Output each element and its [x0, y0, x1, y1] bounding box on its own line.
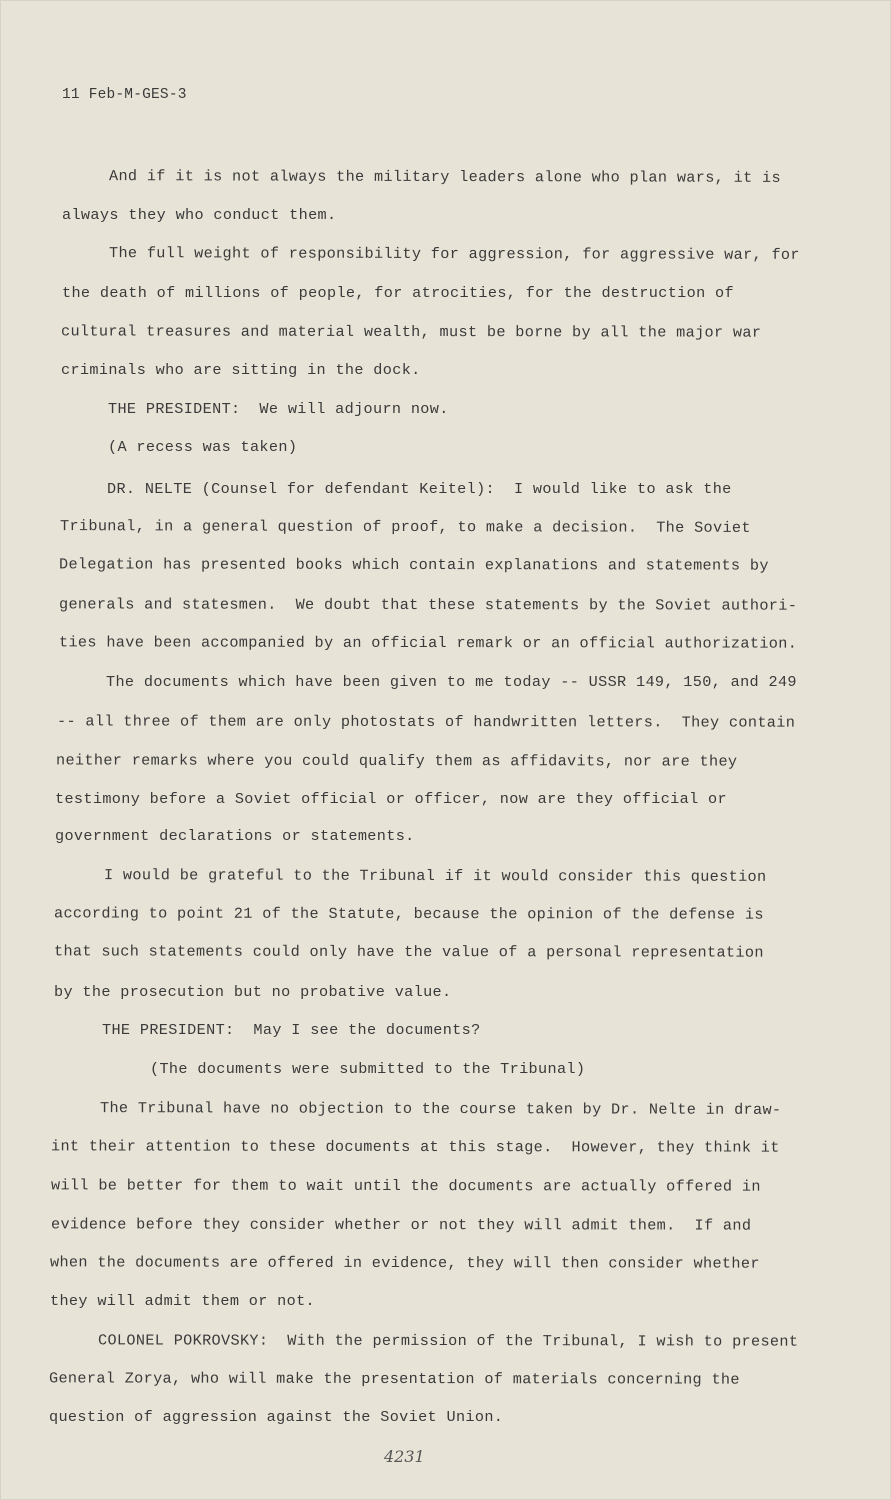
document-header: 11 Feb-M-GES-3	[62, 87, 187, 103]
text-line: government declarations or statements.	[55, 827, 415, 845]
text-line: (A recess was taken)	[108, 438, 298, 456]
text-line: according to point 21 of the Statute, because the opinion of the defense is	[53, 904, 764, 924]
text-line: The full weight of responsibility for aggression, for aggressive war, for	[108, 244, 800, 264]
text-line: by the prosecution but no probative value.	[54, 983, 452, 1001]
text-line: when the documents are offered in evidence, they will then consider whether	[49, 1253, 760, 1273]
text-line: int their attention to these documents at this stage. However, they think it	[50, 1137, 780, 1157]
text-line: (The documents were submitted to the Tribunal)	[150, 1060, 586, 1078]
text-line: The documents which have been given to me today -- USSR 149, 150, and 249	[106, 673, 797, 691]
text-line: evidence before they consider whether or not they will admit them. If and	[50, 1215, 752, 1235]
text-line: General Zorya, who will make the presentation of materials concerning the	[48, 1369, 740, 1389]
text-line: I would be grateful to the Tribunal if it would consider this question	[103, 866, 767, 886]
text-line: question of aggression against the Soviet Union.	[49, 1408, 504, 1426]
text-line: testimony before a Soviet official or officer, now are they official or	[55, 790, 727, 808]
text-line: that such statements could only have the value of a personal representation	[53, 942, 764, 962]
text-line: THE PRESIDENT: May I see the documents?	[102, 1021, 481, 1039]
text-line: cultural treasures and material wealth, must be borne by all the major war	[60, 322, 762, 342]
text-line: COLONEL POKROVSKY: With the permission of the Tribunal, I wish to present	[97, 1331, 799, 1351]
text-line: The Tribunal have no objection to the course taken by Dr. Nelte in draw-	[99, 1099, 782, 1119]
text-line: generals and statesmen. We doubt that these statements by the Soviet authori-	[58, 595, 798, 615]
text-line: ties have been accompanied by an official remark or an official authorization.	[58, 633, 798, 653]
text-line: always they who conduct them.	[62, 206, 337, 224]
text-line: they will admit them or not.	[50, 1292, 315, 1310]
text-line: DR. NELTE (Counsel for defendant Keitel): I would like to ask the	[107, 480, 732, 498]
text-line: neither remarks where you could qualify them as affidavits, nor are they	[55, 751, 738, 771]
text-line: Delegation has presented books which contain explanations and statements by	[58, 555, 769, 575]
text-line: And if it is not always the military leaders alone who plan wars, it is	[108, 167, 781, 187]
page-number: 4231	[384, 1447, 425, 1466]
text-line: -- all three of them are only photostats of handwritten letters. They contain	[56, 712, 796, 732]
text-line: the death of millions of people, for atrocities, for the destruction of	[62, 284, 734, 302]
text-line: will be better for them to wait until the documents are actually offered in	[50, 1176, 761, 1196]
text-line: THE PRESIDENT: We will adjourn now.	[108, 400, 449, 418]
text-line: Tribunal, in a general question of proof, to make a decision. The Soviet	[59, 517, 751, 537]
text-line: criminals who are sitting in the dock.	[61, 361, 421, 379]
